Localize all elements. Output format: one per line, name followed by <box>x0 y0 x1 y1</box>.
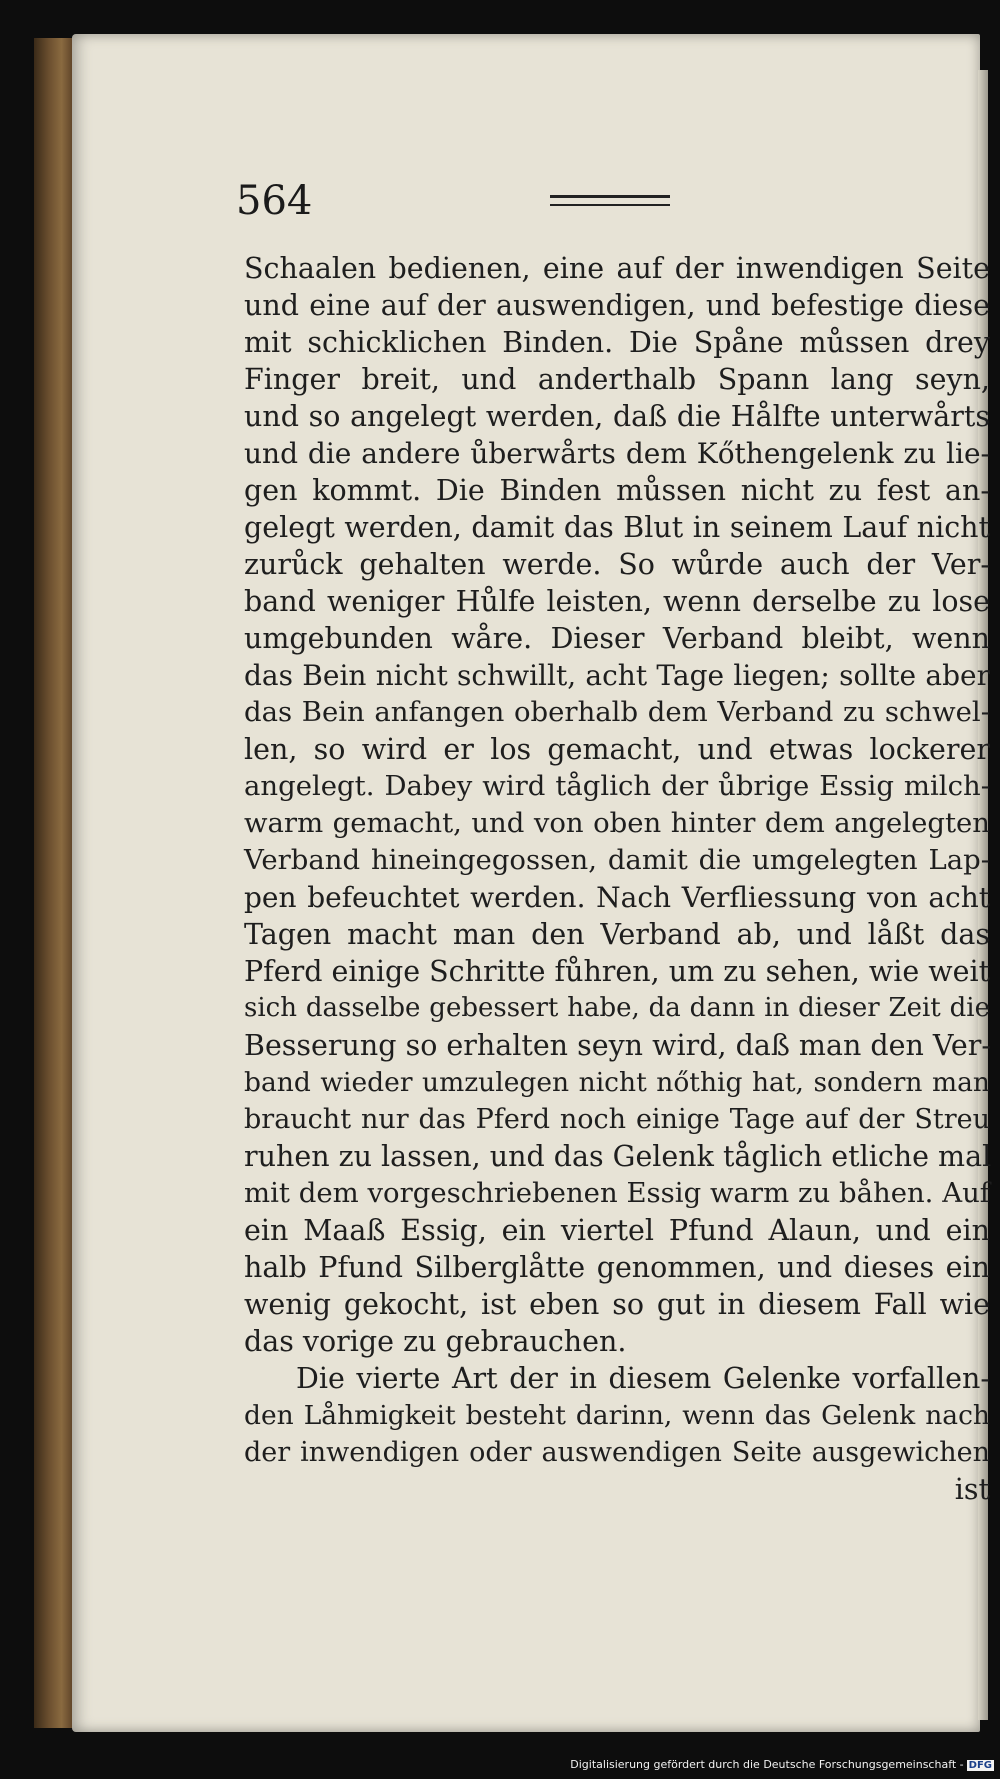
text-line: warm gemacht, und von oben hinter dem angelegten <box>244 807 990 839</box>
text-line: Besserung so erhalten seyn wird, daß man den Ver- <box>244 1029 991 1062</box>
text-line: len, so wird er los gemacht, und etwas lockerer <box>244 733 990 766</box>
catchword: ist <box>954 1473 990 1506</box>
text-line: Schaalen bedienen, eine auf der inwendigen Seite <box>244 252 990 285</box>
text-line: der inwendigen oder auswendigen Seite ausgewichen <box>244 1437 990 1468</box>
text-line: und die andere ůberwårts dem Kőthengelenk zu lie- <box>244 437 990 470</box>
text-line: umgebunden wåre. Dieser Verband bleibt, wenn <box>244 622 990 655</box>
text-line: band wieder umzulegen nicht nőthig hat, sondern man <box>244 1067 990 1098</box>
text-line: das vorige zu gebrauchen. <box>244 1325 627 1358</box>
text-line: braucht nur das Pferd noch einige Tage auf der Streu <box>244 1104 990 1135</box>
text-line: und so angelegt werden, daß die Hålfte unterwårts <box>244 400 990 433</box>
text-line: mit dem vorgeschriebenen Essig warm zu båhen. Auf <box>244 1177 990 1209</box>
header-ornament-rule <box>550 195 670 206</box>
text-line: band weniger Hůlfe leisten, wenn derselbe zu lose <box>244 585 990 618</box>
credit-text: Digitalisierung gefördert durch die Deutsche Forschungsgemeinschaft - <box>570 1758 964 1771</box>
text-line: und eine auf der auswendigen, und befestige diese <box>244 289 990 322</box>
text-line: das Bein anfangen oberhalb dem Verband zu schwel- <box>244 696 990 728</box>
body-text <box>244 250 990 1508</box>
text-line: angelegt. Dabey wird tåglich der ůbrige Essig milch- <box>244 770 990 802</box>
text-line: Finger breit, und anderthalb Spann lang seyn, <box>244 363 990 396</box>
paragraph-first-line: Die vierte Art der in diesem Gelenke vorfallen- <box>296 1362 990 1395</box>
text-line: ein Maaß Essig, ein viertel Pfund Alaun, und ein <box>244 1214 990 1247</box>
text-line: Tagen macht man den Verband ab, und låßt das <box>244 918 990 951</box>
digitization-credit <box>570 1758 994 1771</box>
text-line: pen befeuchtet werden. Nach Verfliessung von acht <box>244 881 990 914</box>
text-line: halb Pfund Silberglåtte genommen, und dieses ein <box>244 1251 990 1284</box>
text-line: Verband hineingegossen, damit die umgelegten Lap- <box>244 844 990 876</box>
text-line: ruhen zu lassen, und das Gelenk tåglich etliche mal <box>244 1140 992 1173</box>
text-line: gen kommt. Die Binden můssen nicht zu fest an- <box>244 474 990 507</box>
text-line: sich dasselbe gebessert habe, da dann in dieser Zeit die <box>244 993 990 1023</box>
text-line: gelegt werden, damit das Blut in seinem Lauf nicht <box>244 511 990 544</box>
text-line: mit schicklichen Binden. Die Spåne můssen drey <box>244 326 990 359</box>
text-line: wenig gekocht, ist eben so gut in diesem Fall wie <box>244 1288 990 1321</box>
text-line: den Låhmigkeit besteht darinn, wenn das Gelenk nach <box>244 1400 990 1431</box>
text-line: das Bein nicht schwillt, acht Tage liegen; sollte aber <box>244 659 990 692</box>
text-line: Pferd einige Schritte fůhren, um zu sehen, wie weit <box>244 955 991 988</box>
dfg-logo: DFG <box>968 1760 992 1771</box>
page-number: 564 <box>236 178 313 224</box>
text-line: zurůck gehalten werde. So wůrde auch der Ver- <box>244 548 990 581</box>
